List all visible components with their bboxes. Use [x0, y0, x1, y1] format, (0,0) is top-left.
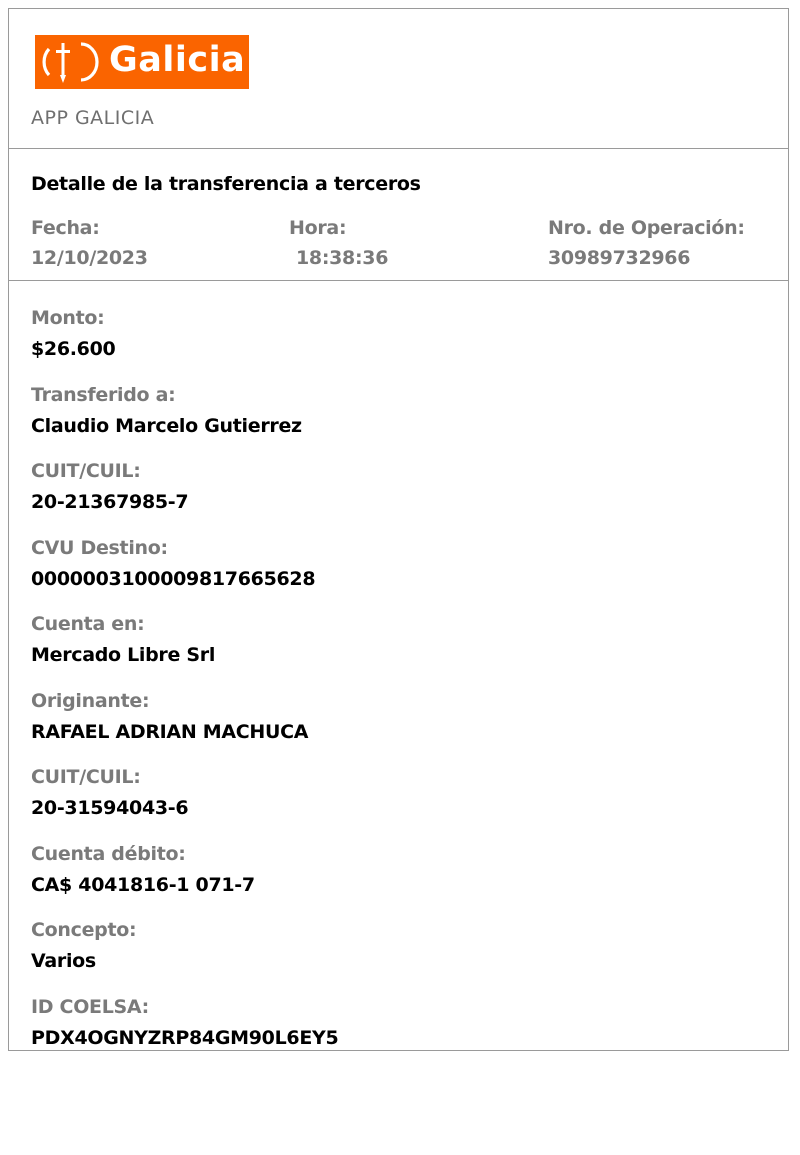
field-cuit-destino	[31, 459, 771, 536]
operacion-value: 30989732966	[548, 247, 691, 269]
field-value: Mercado Libre Srl	[31, 644, 216, 666]
field-label: ID COELSA:	[31, 995, 149, 1018]
transfer-summary	[9, 149, 788, 281]
field-originante	[31, 689, 771, 766]
field-concepto	[31, 918, 771, 995]
field-label: CUIT/CUIL:	[31, 460, 141, 482]
fecha-label: Fecha:	[31, 217, 100, 239]
field-value: $26.600	[31, 338, 116, 360]
field-label: CUIT/CUIL:	[31, 766, 141, 788]
fecha-block	[31, 217, 148, 269]
field-cvu-destino	[31, 536, 771, 613]
hora-value: 18:38:36	[296, 247, 389, 269]
fecha-value: 12/10/2023	[31, 247, 148, 269]
field-label: Cuenta débito:	[31, 842, 186, 865]
field-label: CVU Destino:	[31, 536, 168, 559]
hora-label: Hora:	[289, 217, 347, 239]
field-value: PDX4OGNYZRP84GM90L6EY5	[31, 1026, 339, 1049]
field-transferido-a	[31, 383, 771, 460]
field-label: Originante:	[31, 689, 150, 712]
field-cuenta-debito	[31, 842, 771, 919]
field-label: Monto:	[31, 307, 105, 329]
receipt-header	[9, 9, 788, 149]
logo-wordmark: Galicia	[109, 40, 246, 80]
app-name: APP GALICIA	[31, 107, 155, 129]
operacion-block	[548, 217, 745, 269]
field-label: Cuenta en:	[31, 613, 145, 635]
field-value: 20-21367985-7	[31, 491, 189, 513]
field-value: 0000003100009817665628	[31, 567, 316, 590]
receipt-title: Detalle de la transferencia a terceros	[31, 173, 421, 195]
field-value: RAFAEL ADRIAN MACHUCA	[31, 720, 309, 743]
galicia-emblem-icon	[35, 35, 109, 89]
field-value: Claudio Marcelo Gutierrez	[31, 414, 302, 437]
transfer-details	[31, 306, 771, 1071]
field-cuit-originante	[31, 765, 771, 842]
field-label: Concepto:	[31, 919, 137, 941]
field-value: 20-31594043-6	[31, 797, 189, 819]
galicia-logo	[35, 35, 249, 89]
field-cuenta-en	[31, 612, 771, 689]
hora-block	[289, 217, 388, 269]
field-id-coelsa	[31, 995, 771, 1072]
operacion-label: Nro. de Operación:	[548, 217, 745, 239]
transfer-receipt	[8, 8, 789, 1051]
field-value: CA$ 4041816-1 071-7	[31, 873, 255, 896]
field-value: Varios	[31, 950, 96, 972]
field-monto	[31, 306, 771, 383]
field-label: Transferido a:	[31, 383, 176, 406]
